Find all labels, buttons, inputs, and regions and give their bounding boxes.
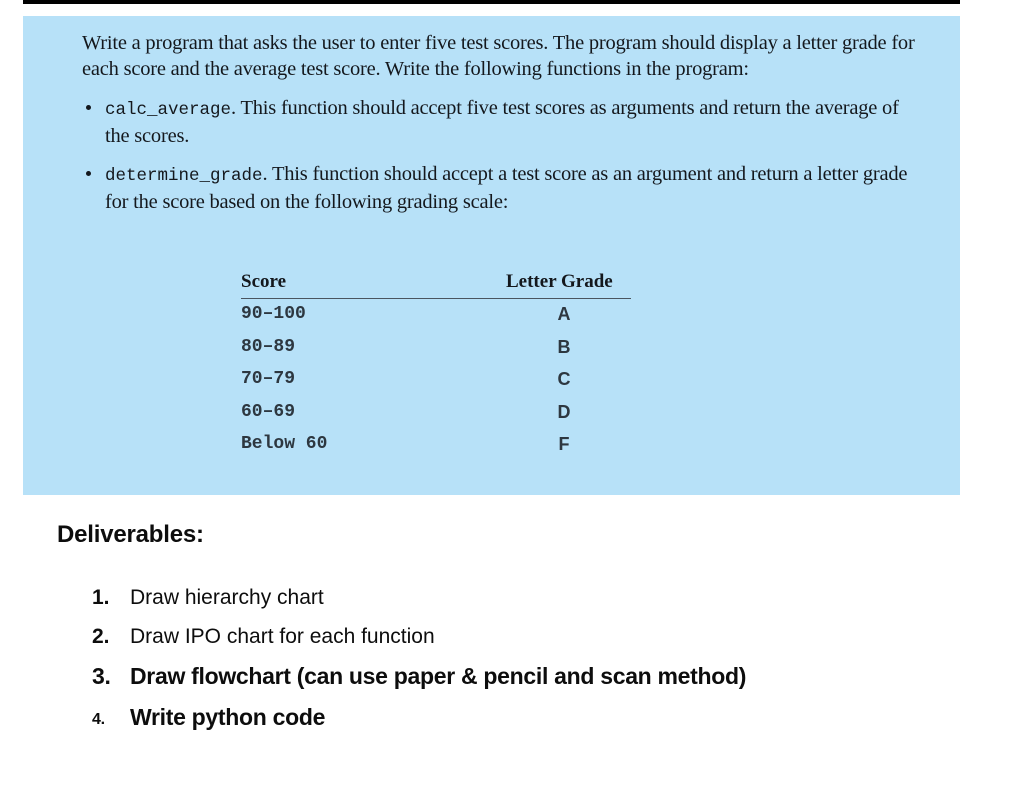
deliverable-text: Write python code: [130, 704, 326, 730]
table-header-row: [241, 271, 631, 299]
cell-letter-grade: C: [557, 369, 571, 389]
deliverables-heading: Deliverables:: [57, 521, 204, 548]
cell-score: 60–69: [241, 401, 296, 422]
table-row: [241, 364, 631, 397]
function-name-determine-grade: determine_grade: [105, 166, 263, 186]
deliverable-item-3: [92, 656, 972, 697]
deliverable-item-1: [92, 578, 972, 617]
grading-scale-table: [241, 271, 631, 462]
deliverable-number: 4.: [92, 711, 105, 728]
deliverable-item-2: [92, 617, 972, 656]
deliverable-text: Draw hierarchy chart: [130, 586, 324, 609]
table-row: [241, 299, 631, 332]
function-description-calc-average: . This function should accept five test scores as arguments and return the average of the scores.: [105, 97, 899, 147]
deliverable-number: 1.: [92, 586, 110, 609]
deliverable-text: Draw IPO chart for each function: [130, 625, 435, 648]
cell-score: Below 60: [241, 434, 328, 454]
cell-letter-grade: A: [557, 304, 571, 324]
deliverable-text: Draw flowchart (can use paper & pencil and scan method): [130, 663, 747, 689]
deliverables-list: [92, 578, 972, 738]
table-row: [241, 332, 631, 365]
column-header-letter-grade: Letter Grade: [506, 271, 613, 292]
table-row: [241, 397, 631, 430]
function-description-determine-grade: . This function should accept a test score as an argument and return a letter grade for the score based on the following grading scale:: [105, 163, 908, 213]
deliverable-item-4: [92, 697, 972, 738]
cell-letter-grade: F: [558, 434, 570, 454]
cell-score: 90–100: [241, 304, 306, 324]
bullet-icon: [86, 105, 91, 110]
assignment-callout-panel: [23, 16, 960, 495]
callout-content: [82, 30, 916, 215]
cell-score: 70–79: [241, 369, 296, 389]
required-functions-list: [82, 95, 916, 215]
bullet-icon: [86, 171, 91, 176]
deliverable-number: 3.: [92, 663, 111, 689]
cell-letter-grade: D: [557, 401, 571, 422]
table-row: [241, 429, 631, 462]
column-header-score: Score: [241, 271, 287, 292]
cell-score: 80–89: [241, 336, 296, 357]
deliverable-number: 2.: [92, 625, 110, 648]
function-name-calc-average: calc_average: [105, 100, 232, 120]
top-horizontal-rule: [23, 0, 960, 4]
assignment-intro-paragraph: Write a program that asks the user to enter five test scores. The program should display a letter grade for each score and the average test score. Write the following functions in the program:: [82, 32, 915, 80]
function-list-item-calc-average: [82, 95, 916, 149]
function-list-item-determine-grade: [82, 161, 916, 215]
cell-letter-grade: B: [557, 336, 571, 357]
